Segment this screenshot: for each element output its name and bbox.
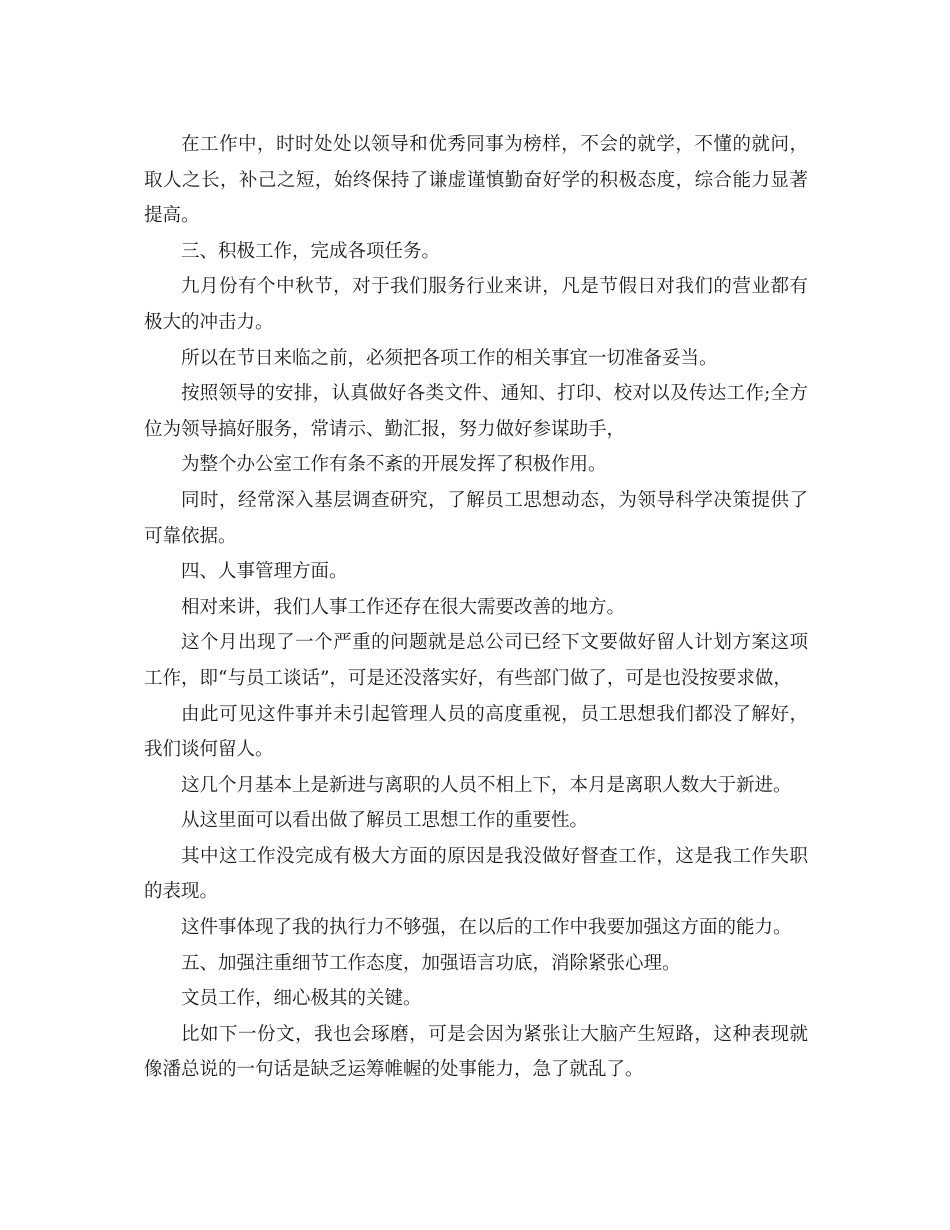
document-body [144,127,808,1088]
paragraph: 同时，经常深入基层调查研究，了解员工思想动态，为领导科学决策提供了可靠依据。 [144,489,808,547]
paragraph: 为整个办公室工作有条不紊的开展发挥了积极作用。 [181,454,607,476]
section-heading: 四、人事管理方面。 [181,561,348,583]
paragraph: 这件事体现了我的执行力不够强，在以后的工作中我要加强这方面的能力。 [181,917,792,939]
paragraph: 按照领导的安排，认真做好各类文件、通知、打印、校对以及传达工作;全方位为领导搞好服务，常请示、勤汇报，努力做好参谋助手， [144,383,808,440]
paragraph: 这几个月基本上是新进与离职的人员不相上下，本月是离职人数大于新进。 [181,774,792,796]
paragraph: 文员工作，细心极其的关键。 [181,988,422,1010]
paragraph: 相对来讲，我们人事工作还存在很大需要改善的地方。 [181,596,626,618]
paragraph: 从这里面可以看出做了解员工思想工作的重要性。 [181,810,589,832]
paragraph: 其中这工作没完成有极大方面的原因是我没做好督查工作，这是我工作失职的表现。 [144,845,808,903]
paragraph: 由此可见这件事并未引起管理人员的高度重视，员工思想我们都没了解好，我们谈何留人。 [144,703,808,761]
paragraph: 比如下一份文，我也会琢磨，可是会因为紧张让大脑产生短路，这种表现就像潘总说的一句话是缺乏运筹帷幄的处事能力，急了就乱了。 [144,1023,808,1081]
section-heading: 五、加强注重细节工作态度，加强语言功底，消除紧张心理。 [181,952,681,974]
paragraph: 所以在节日来临之前，必须把各项工作的相关事宜一切准备妥当。 [181,347,718,369]
section-heading: 三、积极工作，完成各项任务。 [181,240,441,262]
paragraph: 这个月出现了一个严重的问题就是总公司已经下文要做好留人计划方案这项工作，即“与员工谈话”，可是还没落实好，有些部门做了，可是也没按要求做， [144,632,808,689]
paragraph: 在工作中，时时处处以领导和优秀同事为榜样，不会的就学，不懂的就问，取人之长，补己之短，始终保持了谦虚谨慎勤奋好学的积极态度，综合能力显著提高。 [144,134,808,227]
paragraph: 九月份有个中秋节，对于我们服务行业来讲，凡是节假日对我们的营业都有极大的冲击力。 [144,276,808,333]
